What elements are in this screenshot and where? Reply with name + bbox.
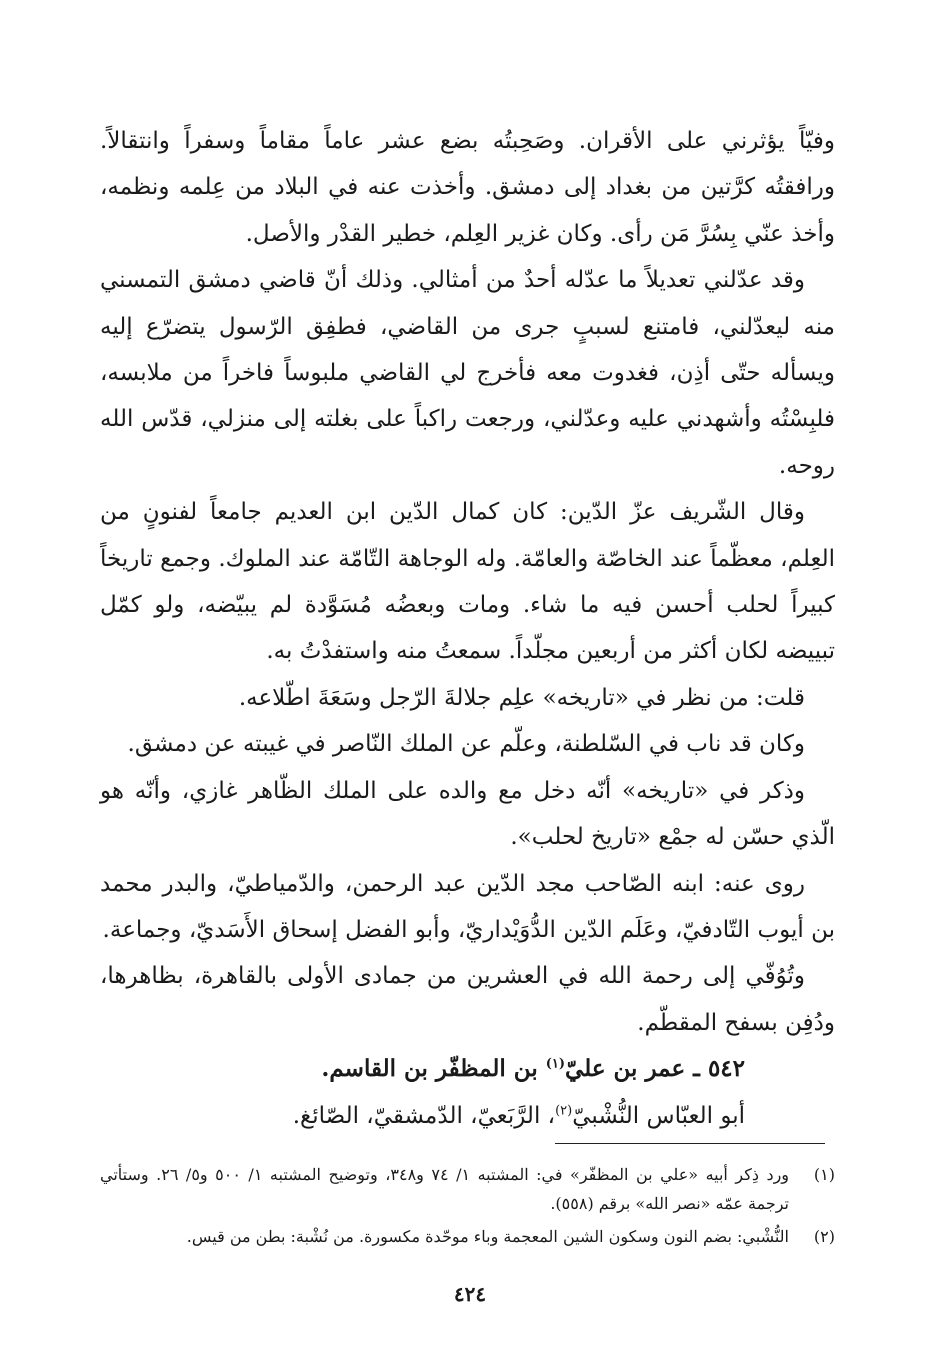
page-body (100, 118, 835, 1139)
paragraph-6: وذكر في «تاريخه» أنّه دخل مع والده على الملك الظّاهر غازي، وأنّه هو الّذي حسّن له جمْع «تاريخ لحلب». (100, 777, 835, 851)
footnote-number: (٢) (813, 1227, 835, 1246)
footnote-ref-2: (٢) (555, 1102, 573, 1118)
entry-sub-text: أبو العبّاس النُّشْبيّ (572, 1102, 745, 1129)
footnote-1 (100, 1160, 835, 1218)
paragraph-8: وتُوُفّي إلى رحمة الله في العشرين من جمادى الأولى بالقاهرة، بظاهرها، ودُفِن بسفح المقطّم. (100, 963, 835, 1036)
paragraph-2: وقد عدّلني تعديلاً ما عدّله أحدٌ من أمثالي. وذلك أنّ قاضي دمشق التمسني منه ليعدّلني، فامتنع لسببٍ جرى من القاضي، فطفِق الرّسول يتضرّع إليه ويسأله حتّى أذِن، فغدوت معه فأخرج لي القاضي ملبوساً فاخراً من ملابسه، فلبِسْتُه وأشهدني عليه وعدّلني، ورجعت راكباً على بغلته إلى منزلي، قدّس الله روحه. (100, 267, 835, 479)
paragraph-7: روى عنه: ابنه الصّاحب مجد الدّين عبد الرحمن، والدّمياطيّ، والبدر محمد بن أيوب التّادفيّ، وعَلَم الدّين الدُّوَيْداريّ، وأبو الفضل إسحاق الأَسَديّ، وجماعة. (100, 870, 835, 943)
paragraph-1: وفيّاً يؤثرني على الأقران. وصَحِبتُه بضع عشر عاماً مقاماً وسفراً وانتقالاً. ورافقتُه كرَّتين من بغداد إلى دمشق. وأخذت عنه في البلاد من عِلمه ونظمه، وأخذ عنّي بِسُرَّ مَن رأى. وكان غزير العِلم، خطير القدْر والأصل. (100, 128, 835, 247)
footnote-2 (100, 1222, 835, 1251)
paragraph-3: وقال الشّريف عزّ الدّين: كان كمال الدّين ابن العديم جامعاً لفنونٍ من العِلم، معظّماً عند الخاصّة والعامّة. وله الوجاهة التّامّة عند الملوك. وجمع تاريخاً كبيراً لحلب أحسن فيه ما شاء. ومات وبعضُه مُسَوَّدة لم يبيّضه، ولو كمّل تبييضه لكان أكثر من أربعين مجلّداً. سمعتُ منه واستفدْتُ به. (100, 499, 835, 665)
entry-subheading (100, 1093, 835, 1139)
footnote-text: النُّشْبي: بضم النون وسكون الشين المعجمة وباء موحّدة مكسورة. من نُشْبة: بطن من قيس. (186, 1227, 789, 1246)
entry-heading (100, 1046, 835, 1092)
footnotes (100, 1160, 835, 1255)
footnote-divider (555, 1143, 825, 1144)
entry-sub-rest: ، الرَّبَعيّ، الدّمشقيّ، الصّائغ. (292, 1102, 556, 1129)
entry-heading-rest: بن المظفّر بن القاسم. (321, 1055, 546, 1083)
footnote-text: ورد ذِكر أبيه «علي بن المظفّر» في: المشتبه ١/ ٧٤ و٣٤٨، وتوضيح المشتبه ١/ ٥٠٠ و٥/ ٢٦. وستأتي ترجمة عمّه «نصر الله» برقم (٥٥٨). (100, 1165, 790, 1213)
footnote-number: (١) (813, 1165, 835, 1184)
footnote-ref-1: (١) (545, 1056, 566, 1072)
page-number: ٤٢٤ (453, 1282, 487, 1306)
paragraph-4: قلت: من نظر في «تاريخه» علِم جلالةَ الرّجل وسَعَةَ اطّلاعه. (238, 684, 805, 711)
paragraph-5: وكان قد ناب في السّلطنة، وعلّم عن الملك النّاصر في غيبته عن دمشق. (127, 731, 805, 758)
main-text (100, 118, 835, 1046)
entry-heading-text: ٥٤٢ ـ عمر بن عليّ (565, 1055, 745, 1083)
